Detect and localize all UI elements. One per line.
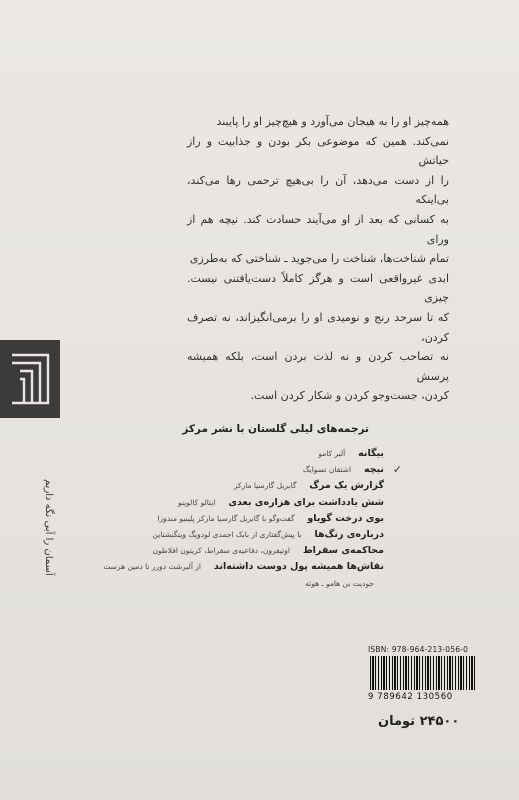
blurb-line: را از دست می‌دهد، آن را بی‌هیچ ترحمی رها می‌کند، بی‌اینکه [187,173,449,207]
book-author: اوتیفرون، دفاعیه‌ی سقراط، کریتون افلاطون [152,546,290,556]
publisher-logo [0,340,60,418]
book-list-item [129,478,384,494]
book-list-item [129,511,384,527]
isbn-label: ISBN: 978-964-213-056-0 [368,645,469,654]
price-label: ۲۴۵۰۰ تومان [378,714,460,729]
book-list-item [129,576,384,592]
book-list-item [129,495,384,511]
barcode-number: 9 789642 130560 [368,692,453,702]
book-author: گفت‌وگو با گابریل گارسیا مارکز پلینیو مندوزا [157,513,295,523]
blurb-line: نمی‌کند. همین که موضوعی بکر بودن و جذابیت و راز حیاتش [187,134,449,168]
book-list-item [103,559,384,575]
book-list-title: ترجمه‌های لیلی گلستان با نشر مرکز [182,423,369,435]
book-title: درباره‌ی رنگ‌ها [314,529,384,541]
book-title: شش یادداشت برای هزاره‌ی بعدی [228,496,384,508]
blurb-text [187,112,449,406]
blurb-line: کردن، جست‌وجو کردن و شکار کردن است. [250,389,449,403]
blurb-line: که تا سرحد رنج و نومیدی او را برمی‌انگیزاند، نه تصرف کردن، [187,310,449,344]
book-title: محاکمه‌ی سقراط [302,545,384,557]
book-author: جودیت بن هامو ـ هوئه [305,578,374,588]
book-author: اشتفان تسوایگ [302,465,352,475]
book-list-item [129,446,384,462]
book-author: گابریل گارسیا مارکز [233,481,297,491]
book-title: بیگانه [358,448,384,459]
book-list-item [129,527,384,543]
book-title: بوی درخت گویاو [307,512,384,524]
publisher-logo-icon [8,349,52,409]
book-author: ایتالو کالوینو [177,497,216,507]
blurb-line: همه‌چیز او را به هیجان می‌آورد و هیچ‌چیز او را پایبند [216,115,449,128]
book-title: نقاش‌ها همیشه پول دوست داشته‌اند [213,561,384,573]
book-author: با پیش‌گفتاری از بابک احمدی لودویگ ویتگنشتاین [152,530,302,540]
blurb-line: به کسانی که بعد از او می‌آیند حسادت کند. نیچه هم از ورای [187,212,449,246]
book-title: گزارش یک مرگ [309,480,384,492]
blurb-line: تمام شناخت‌ها، شناخت را می‌جوید ـ شناختی که به‌طرزی [189,252,449,266]
book-list [103,446,402,592]
blurb-line: نه تصاحب کردن و نه لذت بردن است، بلکه همیشه پرسش [187,350,449,383]
barcode-icon [370,656,475,690]
book-list-item [129,462,402,478]
book-title: نیچه [363,464,384,476]
book-author: از آلبرشت دورر تا دمین هرست [103,562,202,572]
series-slogan: آسمان را آبی نگه داریم [43,479,54,576]
book-author: آلبر کامو [318,449,346,458]
barcode-block [368,645,478,705]
blurb-line: ابدی غیرواقعی است و هرگز کاملاً دست‌یافتنی نیست. چیزی [187,271,449,305]
checkmark-icon: ✓ [392,463,402,477]
book-list-item [129,543,384,559]
